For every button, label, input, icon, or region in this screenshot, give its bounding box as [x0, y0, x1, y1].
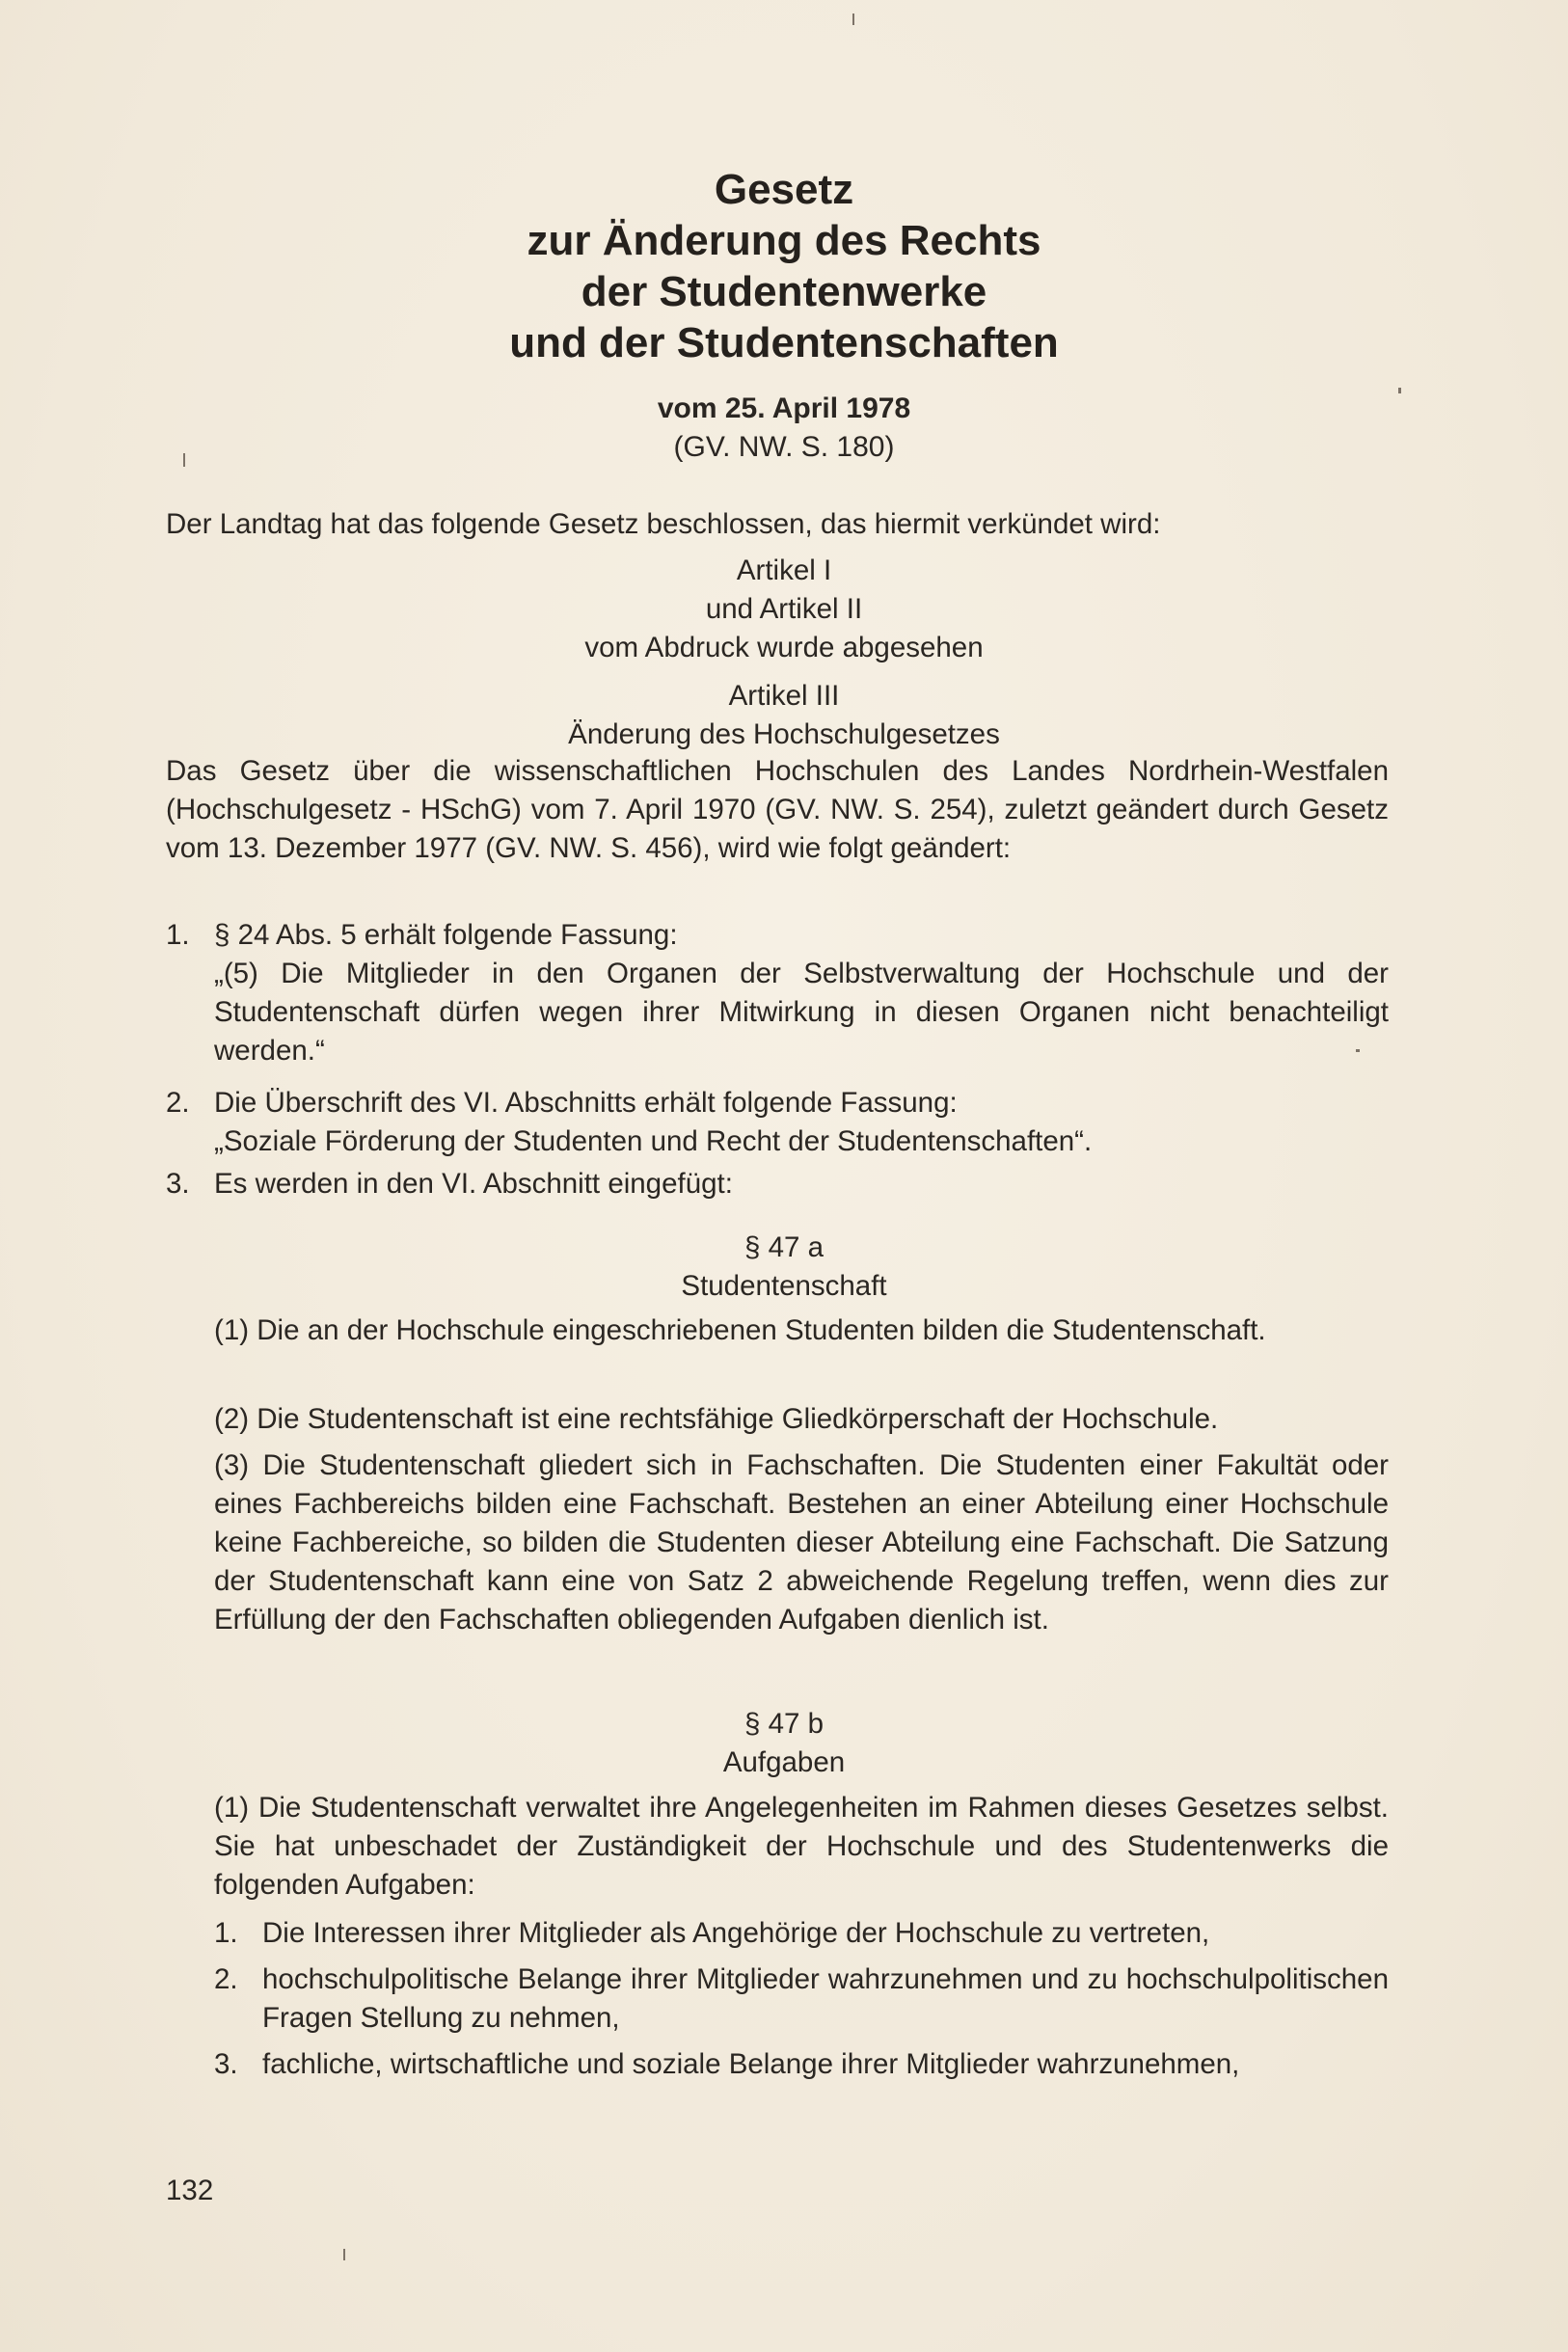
paper-speck: [343, 2249, 345, 2260]
amendment-quote: „Soziale Förderung der Studenten und Recht der Studentenschaften“.: [214, 1125, 1093, 1157]
amendment-number: 2.: [166, 1087, 190, 1119]
amendment-number: 1.: [166, 919, 190, 951]
section-47b-paragraph-1: (1) Die Studentenschaft verwaltet ihre Angelegenheiten im Rahmen dieses Gesetzes selbst. Sie hat unbeschadet der Zuständigkeit der Hochschule und des Studentenwerks die folgenden Aufgaben:: [214, 1792, 1389, 1901]
paper-speck: [183, 453, 185, 467]
article-2-heading: und Artikel II: [705, 593, 863, 625]
amendment-text: Die Überschrift des VI. Abschnitts erhält folgende Fassung:: [214, 1087, 958, 1119]
paper-speck: [852, 14, 854, 25]
amendment-quote: „(5) Die Mitglieder in den Organen der Selbstverwaltung der Hochschule und der Studentenschaft dürfen wegen ihrer Mitwirkung in diesen Organen nicht benachteiligt werden.“: [214, 958, 1389, 1067]
task-number: 3.: [214, 2048, 238, 2080]
title-line-1: Gesetz: [714, 166, 854, 213]
title-line-3: der Studentenwerke: [581, 268, 987, 315]
task-number: 1.: [214, 1917, 238, 1949]
paper-speck: [1398, 388, 1401, 393]
title-line-4: und der Studentenschaften: [509, 319, 1059, 366]
title-line-2: zur Änderung des Rechts: [527, 217, 1041, 264]
law-date: vom 25. April 1978: [657, 392, 911, 424]
task-text: Die Interessen ihrer Mitglieder als Angehörige der Hochschule zu vertreten,: [262, 1917, 1210, 1949]
article-1-heading: Artikel I: [736, 554, 832, 586]
section-47a-number: § 47 a: [743, 1231, 825, 1263]
omission-note: vom Abdruck wurde abgesehen: [584, 632, 984, 663]
intro-text: Der Landtag hat das folgende Gesetz beschlossen, das hiermit verkündet wird:: [166, 508, 1161, 540]
paper-speck: [1356, 1049, 1360, 1052]
section-47a-title: Studentenschaft: [681, 1270, 887, 1302]
task-text: fachliche, wirtschaftliche und soziale Belange ihrer Mitglieder wahrzunehmen,: [262, 2048, 1240, 2080]
amendment-number: 3.: [166, 1168, 190, 1200]
task-number: 2.: [214, 1963, 238, 1995]
article-3-paragraph: Das Gesetz über die wissenschaftlichen Hochschulen des Landes Nordrhein-Westfalen (Hochschulgesetz - HSchG) vom 7. April 1970 (GV. NW. S. 254), zuletzt geändert durch Gesetz vom 13. Dezember 1977 (GV. NW. S. 456), wird wie folgt geändert:: [166, 755, 1389, 864]
article-3-heading: Artikel III: [728, 680, 840, 712]
section-47b-number: § 47 b: [743, 1708, 825, 1740]
article-3-subheading: Änderung des Hochschulgesetzes: [568, 718, 1000, 750]
section-47a-paragraph-3: (3) Die Studentenschaft gliedert sich in Fachschaften. Die Studenten einer Fakultät oder eines Fachbereichs bilden eine Fachschaft. Bestehen an einer Abteilung einer Hochschule keine Fachbereiche, so bilden die Studenten dieser Abteilung eine Fachschaft. Die Satzung der Studentenschaft kann eine von Satz 2 abweichende Regelung treffen, wenn dies zur Erfüllung der den Fachschaften obliegenden Aufgaben dienlich ist.: [214, 1449, 1389, 1636]
document-title: [0, 164, 1568, 368]
task-text: hochschulpolitische Belange ihrer Mitglieder wahrzunehmen und zu hochschulpolitischen Fragen Stellung zu nehmen,: [262, 1963, 1389, 2034]
section-47a-paragraph-2: (2) Die Studentenschaft ist eine rechtsfähige Gliedkörperschaft der Hochschule.: [214, 1403, 1219, 1435]
document-subtitle: [0, 390, 1568, 467]
amendment-text: Es werden in den VI. Abschnitt eingefügt:: [214, 1168, 733, 1200]
law-reference: (GV. NW. S. 180): [673, 431, 895, 463]
section-47b-title: Aufgaben: [722, 1746, 846, 1778]
page-number: 132: [166, 2175, 214, 2206]
amendment-text: § 24 Abs. 5 erhält folgende Fassung:: [214, 919, 678, 951]
section-47a-paragraph-1: (1) Die an der Hochschule eingeschriebenen Studenten bilden die Studentenschaft.: [214, 1314, 1266, 1346]
